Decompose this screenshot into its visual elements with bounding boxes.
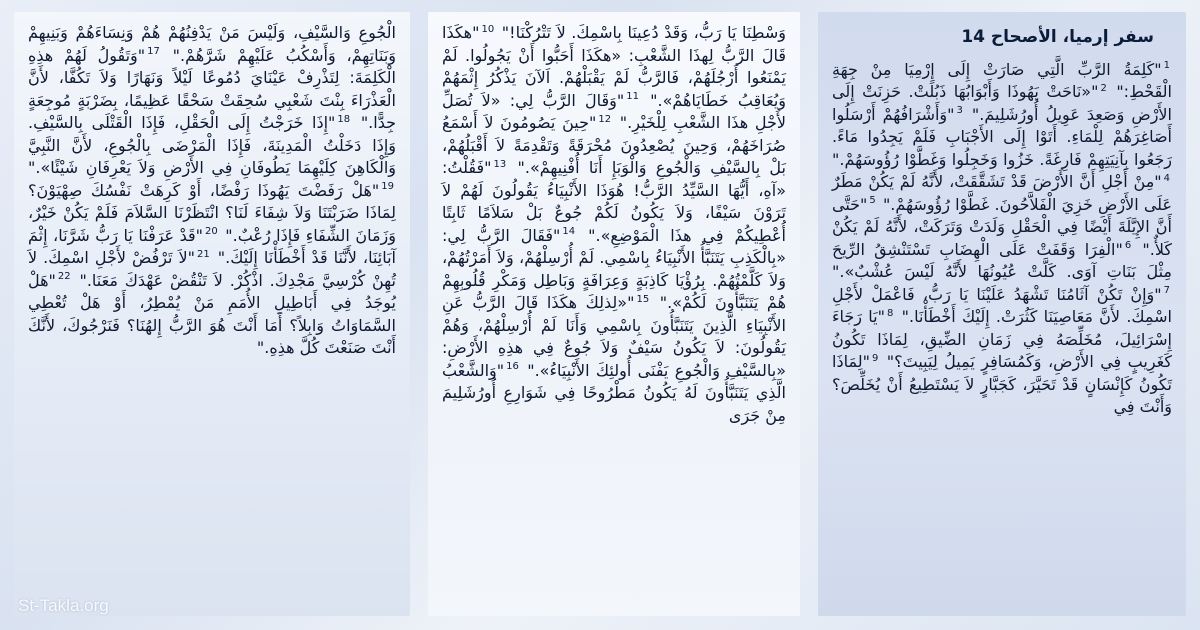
column-3 bbox=[14, 12, 410, 616]
verse-number: 7 bbox=[1163, 285, 1170, 297]
verse-text: الْجُوعِ وَالسَّيْفِ، وَلَيْسَ مَنْ يَدْفِنُهُمْ هُمْ وَنِسَاءَهُمْ وَبَنِيهِمْ وَبَنَاتِهِمْ، وَأَسْكُبُ عَلَيْهِمْ شَرَّهُمْ." bbox=[28, 23, 397, 65]
column-text bbox=[442, 22, 786, 427]
verse-number: 12 bbox=[598, 113, 612, 125]
verse-text: "إِذَا خَرَجْتُ إِلَى الْحَقْلِ، فَإِذَا الْقَتْلَى بِالسَّيْفِ. وَإِذَا دَخَلْتُ الْمَدِينَةَ، فَإِذَا الْمَرْضَى بِالْجُوعِ، لأَنَّ النَّبِيَّ وَالْكَاهِنَ كِلَيْهِمَا يَطُوفَانِ فِي الأَرْضِ وَلاَ يَعْرِفَانِ شَيْئًا»." bbox=[28, 113, 396, 177]
verse-text: "«لِذلِكَ هكَذَا قَالَ الرَّبُّ عَنِ الأَنْبِيَاءِ الَّذِينَ يَتَنَبَّأُونَ بِاسْمِي وَأَنَا لَمْ أُرْسِلْهُمْ، وَهُمْ يَقُولُونَ: لاَ يَكُونُ سَيْفٌ وَلاَ جُوعٌ فِي هذِهِ الأَرْضِ: «بِالسَّيْفِ وَالْجُوعِ يَفْنَى أُولئِكَ الأَنْبِيَاءُ»." bbox=[442, 293, 786, 380]
verse-number: 2 bbox=[1100, 82, 1107, 94]
verse-text: "وَإِنْ تَكُنْ آثَامُنَا تَشْهَدُ عَلَيْنَا يَا رَبُّ، فَاعْمَلْ لأَجْلِ اسْمِكَ. لأَنَّ مَعَاصِيَنَا كَثُرَتْ. إِلَيْكَ أَخْطَأْنَا." bbox=[832, 284, 1172, 326]
verse-number: 16 bbox=[506, 361, 519, 373]
verse-text: "كَلِمَةُ الرَّبِّ الَّتِي صَارَتْ إِلَى إِرْمِيَا مِنْ جِهَةِ الْقَحْطِ:" bbox=[832, 59, 1172, 101]
verse-text: "فَقَالَ الرَّبُّ لِي: «بِالْكَذِبِ يَتَنَبَّأُ الأَنْبِيَاءُ بِاسْمِي. لَمْ أُرْسِلْهُمْ، وَلاَ أَمَرْتُهُمْ، وَلاَ كَلَّمْتُهُمْ. بِرُؤْيَا كَاذِبَةٍ وَعِرَافَةٍ وَبَاطِل وَمَكْرِ قُلُوبِهِمْ هُمْ يَتَنَبَّأُونَ لَكُمْ»." bbox=[442, 225, 787, 312]
verse-text: "هَلْ رَفَضْتَ يَهُوذَا رَفْضًا، أَوْ كَرِهَتْ نَفْسُكَ صِهْيَوْنَ؟ لِمَاذَا ضَرَبْتَنَا وَلاَ شِفَاءَ لَنَا؟ انْتَظَرْنَا السَّلاَمَ فَلَمْ يَكُنْ خَيْرٌ، وَزَمَانَ الشِّفَاءِ فَإِذَا رُعْبٌ." bbox=[28, 180, 396, 245]
verse-text: "وَالشَّعْبُ الَّذِي يَتَنَبَّأُونَ لَهُ يَكُونُ مَطْرُوحًا فِي شَوَارِعِ أُورُشَلِيمَ مِنْ جَرَى bbox=[442, 360, 786, 425]
verse-number: 22 bbox=[57, 271, 71, 283]
verse-number: 20 bbox=[205, 226, 218, 238]
verse-text: "هكَذَا قَالَ الرَّبُّ لِهذَا الشَّعْبِ: «هكَذَا أَحَبُّوا أَنْ يَجُولُوا. لَمْ يَمْنَعُوا أَرْجُلَهُمْ، فَالرَّبُّ لَمْ يَقْبَلْهُمْ. اَلآنَ يَذْكُرُ إِثْمَهُمْ وَيُعَاقِبُ خَطَايَاهُمْ»." bbox=[442, 23, 787, 110]
verse-number: 18 bbox=[337, 113, 351, 125]
verse-text: "هَلْ يُوجَدُ فِي أَبَاطِيلِ الأُمَمِ مَنْ يُمْطِرُ، أَوْ هَلْ تُعْطِي السَّمَاوَاتُ وَابِلاً؟ أَمَا أَنْتَ هُوَ الرَّبُّ إِلهُنَا؟ فَنَرْجُوكَ، لأَنَّكَ أَنْتَ صَنَعْتَ كُلَّ هذِهِ." bbox=[28, 270, 396, 357]
verse-number: 10 bbox=[481, 23, 495, 35]
column-text bbox=[28, 22, 396, 360]
verse-number: 1 bbox=[1163, 60, 1170, 72]
verse-number: 5 bbox=[869, 195, 876, 207]
verse-text: "«نَاحَتْ يَهُوذَا وَأَبْوَابُهَا ذَبُلَتْ. حَزِنَتْ إِلَى الأَرْضِ وَصَعِدَ عَوِيلُ أُورُشَلِيمَ." bbox=[832, 82, 1172, 124]
column-text bbox=[832, 59, 1172, 419]
chapter-title: سفر إرميا، الأصحاح 14 bbox=[961, 27, 1154, 47]
verse-text: "وَتَقُولُ لَهُمْ هذِهِ الْكَلِمَةَ: لِتَذْرِفْ عَيْنَايَ دُمُوعًا لَيْلاً وَنَهَارًا وَلاَ تَكُفَّا، لأَنَّ الْعَذْرَاءَ بِنْتَ شَعْبِي سُحِقَتْ سَحْقًا عَظِيمًا، بِضَرْبَةٍ مُوجِعَةٍ جِدًّا." bbox=[28, 45, 397, 132]
verse-number: 15 bbox=[636, 293, 650, 305]
verse-text: "فَقُلْتُ: «آهِ، أَيُّهَا السَّيِّدُ الرَّبُّ! هُوَذَا الأَنْبِيَاءُ يَقُولُونَ لَهُمْ لاَ تَرَوْنَ سَيْفًا، وَلاَ يَكُونُ لَكُمْ جُوعٌ بَلْ سَلاَمًا ثَابِتًا أُعْطِيكُمْ فِي هذَا الْمَوْضِعِ»." bbox=[442, 158, 786, 245]
verse-number: 17 bbox=[147, 46, 160, 58]
verse-text: "لاَ تَرْفُضْ لأَجْلِ اسْمِكَ. لاَ تُهِنْ كُرْسِيَّ مَجْدِكَ. اذْكُرْ. لاَ تَنْقُضْ عَهْدَكَ مَعَنَا." bbox=[28, 248, 396, 290]
column-1 bbox=[818, 12, 1186, 616]
verse-number: 9 bbox=[871, 352, 879, 364]
verse-number: 13 bbox=[493, 158, 507, 170]
verse-number: 21 bbox=[197, 248, 210, 260]
verse-text: "حِينَ يَصُومُونَ لاَ أَسْمَعُ صُرَاخَهُمْ، وَحِينَ يُصْعِدُونَ مُحْرَقَةً وَتَقْدِمَةً لاَ أَقْبَلُهُمْ، بَلْ بِالسَّيْفِ وَالْجُوعِ وَالْوَبَإِ أَنَا أُفْنِيهِمْ»." bbox=[442, 113, 786, 177]
verse-text: "لِمَاذَا تَكُونُ كَإِنْسَانٍ قَدْ تَحَيَّرَ، كَجَبَّارٍ لاَ يَسْتَطِيعُ أَنْ يُخَلِّصَ؟ وَأَنْتَ فِي bbox=[832, 352, 1172, 416]
verse-text: وَسْطِنَا يَا رَبُّ، وَقَدْ دُعِينَا بِاسْمِكَ. لاَ تَتْرُكْنَا!" bbox=[496, 23, 786, 42]
verse-text: "قَدْ عَرَفْنَا يَا رَبُّ شَرَّنَا، إِثْمَ آبَائِنَا، لأَنَّنَا قَدْ أَخْطَأْنَا إِلَيْكَ." bbox=[28, 225, 396, 267]
verse-text: "وَقَالَ الرَّبُّ لِي: «لاَ تُصَلِّ لأَجْلِ هذَا الشَّعْبِ لِلْخَيْرِ." bbox=[442, 90, 786, 132]
verse-number: 14 bbox=[562, 226, 576, 238]
verse-number: 6 bbox=[1124, 240, 1132, 252]
column-2 bbox=[428, 12, 800, 616]
verse-text: "مِنْ أَجْلِ أَنَّ الأَرْضَ قَدْ تَشَقَّقَتْ، لأَنَّهُ لَمْ يَكُنْ مَطَرٌ عَلَى الأَرْضِ خَزِيَ الْفَلاَّحُونَ. غَطَّوْا رُؤُوسَهُمْ." bbox=[832, 172, 1172, 214]
verse-number: 19 bbox=[381, 181, 394, 193]
verse-text: "وَأَشْرَافُهُمْ أَرْسَلُوا أَصَاغِرَهُمْ لِلْمَاءِ. أَتَوْا إِلَى الأَجْبَابِ فَلَمْ يَجِدُوا مَاءً. رَجَعُوا بِآنِيَتِهِمْ فَارِغَةً. خَزُوا وَخَجِلُوا وَغَطَّوْا رُؤُوسَهُمْ." bbox=[832, 104, 1172, 169]
verse-text: "حَتَّى أَنَّ الإِيَّلَةَ أَيْضًا فِي الْحَقْلِ وَلَدَتْ وَتَرَكَتْ، لأَنَّهُ لَمْ يَكُنْ كَلأٌ." bbox=[832, 194, 1172, 259]
verse-text: "الْفِرَا وَقَفَتْ عَلَى الْهِضَابِ تَسْتَنْشِقُ الرِّيحَ مِثْلَ بَنَاتِ آوَى. كَلَّتْ عُيُونُهَا لأَنَّهُ لَيْسَ عُشْبٌ»." bbox=[832, 239, 1172, 281]
verse-number: 8 bbox=[886, 307, 894, 319]
verse-text: "يَا رَجَاءَ إِسْرَائِيلَ، مُخَلِّصَهُ فِي زَمَانِ الضِّيقِ، لِمَاذَا تَكُونُ كَغَرِيبٍ فِي الأَرْضِ، وَكَمُسَافِرٍ يَمِيلُ لِيَبِيتَ؟" bbox=[832, 307, 1172, 371]
watermark-logo: St-Takla.org bbox=[18, 596, 109, 615]
verse-number: 11 bbox=[626, 91, 639, 103]
verse-number: 4 bbox=[1163, 172, 1170, 184]
verse-number: 3 bbox=[956, 105, 963, 117]
